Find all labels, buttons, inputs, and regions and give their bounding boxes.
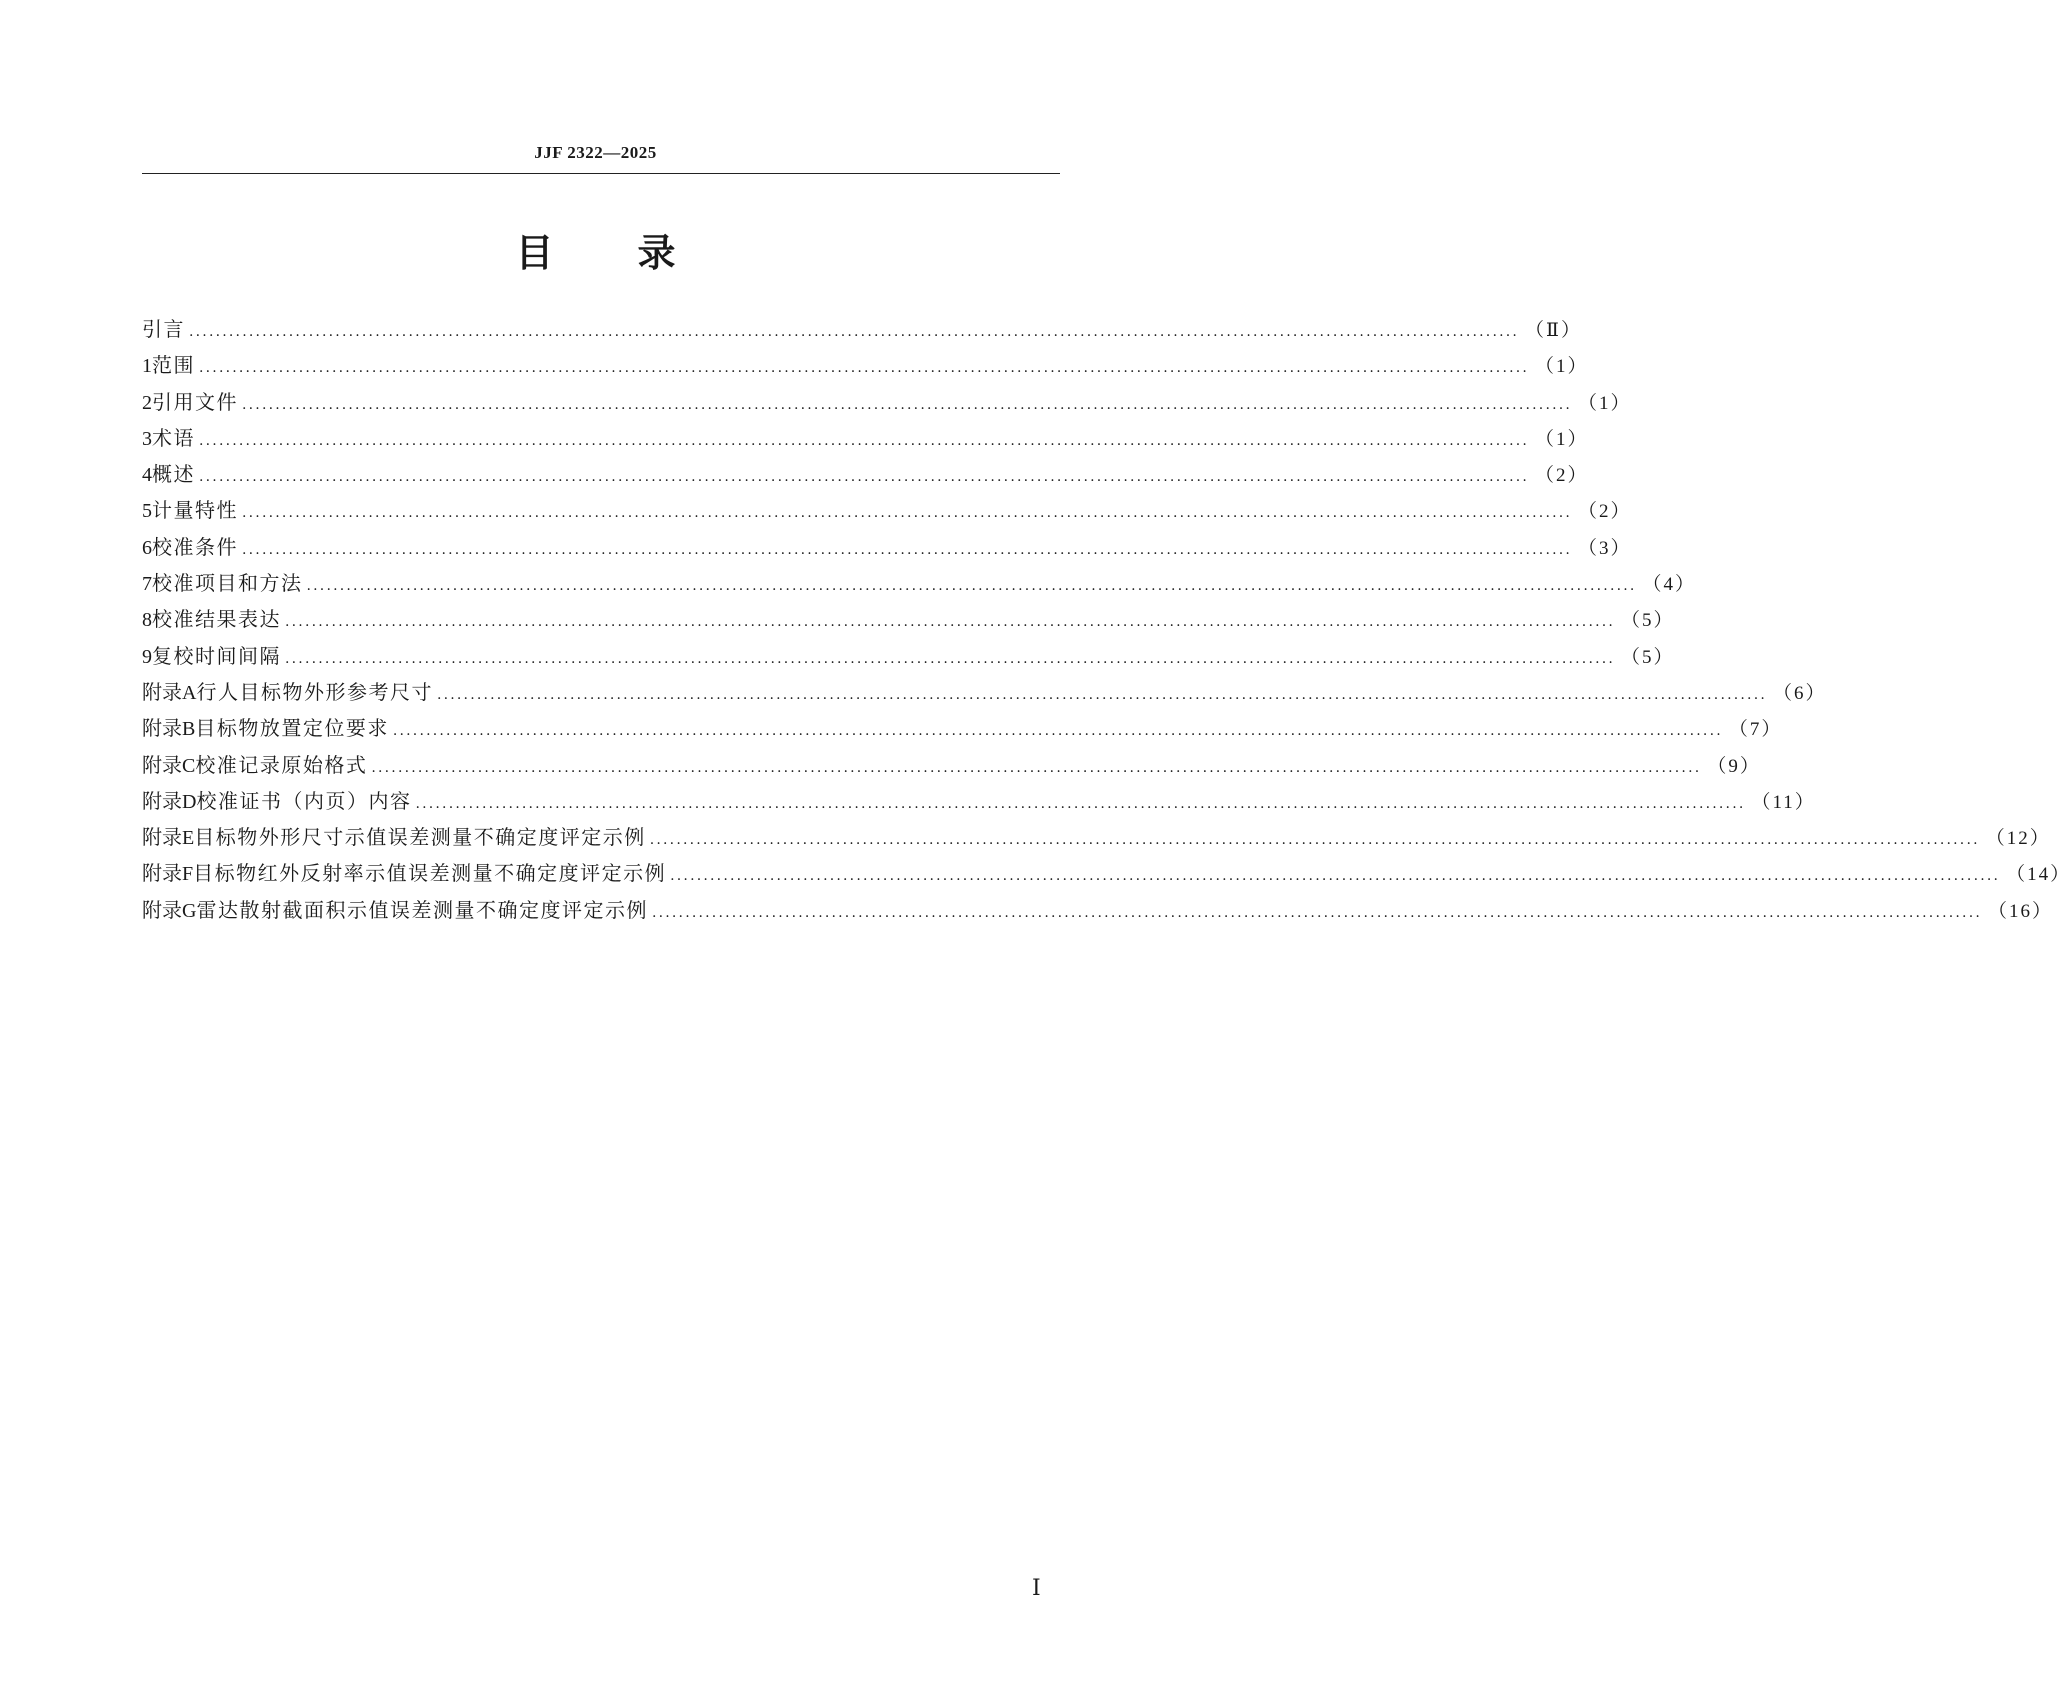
toc-entry-page: （2） [1535, 465, 1589, 487]
toc-entry-label: 行人目标物外形参考尺寸 [196, 679, 433, 704]
toc-entry-page: （1） [1578, 392, 1632, 414]
toc-entry[interactable] [142, 531, 1632, 567]
toc-leader: ........................................................................................................................................................................................................ [285, 650, 1616, 667]
toc-entry-page: （5） [1621, 610, 1675, 632]
toc-entry[interactable] [142, 857, 2071, 893]
toc-entry[interactable] [142, 640, 1675, 676]
toc-entry-number: 附录G [142, 899, 197, 922]
toc-entry-number: 7 [142, 573, 152, 596]
toc-entry[interactable] [142, 894, 2054, 930]
toc-entry-number: 附录C [142, 754, 196, 777]
toc-leader: ........................................................................................................................................................................................................ [199, 469, 1530, 486]
toc-leader: ........................................................................................................................................................................................................ [651, 904, 1982, 921]
toc-entry-number: 5 [142, 500, 152, 523]
toc-entry-number: 附录E [142, 827, 195, 850]
toc-leader: ........................................................................................................................................................................................................ [285, 614, 1616, 631]
toc-entry[interactable] [142, 821, 2051, 857]
toc-entry-label: 术语 [152, 425, 195, 450]
toc-entry[interactable] [142, 749, 1761, 785]
toc-entry-page: （11） [1751, 791, 1816, 813]
toc-entry[interactable] [142, 386, 1632, 422]
toc-entry-page: （7） [1728, 719, 1783, 741]
toc-entry-number: 附录F [142, 863, 194, 886]
toc-entry-page: （9） [1707, 755, 1761, 777]
table-of-contents [142, 313, 2071, 930]
toc-entry-page: （4） [1642, 574, 1697, 596]
toc-entry[interactable] [142, 313, 1582, 349]
toc-entry-label: 雷达散射截面积示值误差测量不确定度评定示例 [196, 897, 648, 922]
toc-entry-number: 附录D [142, 790, 197, 813]
toc-entry-page: （Ⅱ） [1525, 320, 1582, 341]
toc-entry-label: 引用文件 [152, 389, 238, 414]
title-char-2: 录 [637, 231, 676, 275]
toc-entry-label: 计量特性 [152, 498, 238, 523]
toc-entry[interactable] [142, 458, 1589, 494]
toc-entry[interactable] [142, 785, 1816, 821]
toc-entry-number: 8 [142, 609, 152, 632]
toc-leader: ........................................................................................................................................................................................................ [649, 832, 1980, 849]
toc-entry[interactable] [142, 349, 1589, 385]
toc-entry[interactable] [142, 603, 1675, 639]
toc-entry-number: 9 [142, 645, 152, 668]
toc-leader: ........................................................................................................................................................................................................ [306, 578, 1637, 595]
toc-leader: ........................................................................................................................................................................................................ [415, 795, 1746, 812]
page-folio: Ⅰ [1032, 1575, 1041, 1600]
toc-entry-page: （12） [1985, 828, 2051, 850]
toc-leader: ........................................................................................................................................................................................................ [371, 759, 1702, 776]
toc-entry-number: 4 [142, 464, 152, 487]
toc-entry-page: （16） [1988, 900, 2054, 922]
toc-entry[interactable] [142, 676, 1827, 712]
toc-entry-label: 校准证书（内页）内容 [196, 788, 412, 813]
toc-entry-label: 校准项目和方法 [152, 571, 303, 596]
toc-leader: ........................................................................................................................................................................................................ [670, 868, 2001, 885]
toc-entry[interactable] [142, 494, 1632, 530]
toc-leader: ........................................................................................................................................................................................................ [199, 432, 1530, 449]
toc-entry-page: （1） [1535, 356, 1589, 378]
toc-entry-label: 范围 [152, 353, 195, 378]
toc-leader: ........................................................................................................................................................................................................ [242, 396, 1573, 413]
toc-entry-number: 3 [142, 427, 152, 450]
toc-entry-label: 目标物红外反射率示值误差测量不确定度评定示例 [193, 861, 667, 886]
toc-entry-label: 校准条件 [152, 534, 238, 559]
toc-entry-label: 概述 [152, 462, 195, 487]
toc-entry-page: （14） [2006, 864, 2071, 886]
header-rule [142, 173, 1060, 174]
toc-entry[interactable] [142, 712, 1783, 748]
toc-entry-label: 目标物放置定位要求 [195, 716, 389, 741]
toc-entry-page: （6） [1773, 682, 1827, 704]
toc-entry-page: （1） [1535, 428, 1589, 450]
page-title [0, 228, 1191, 278]
toc-entry-number: 附录B [142, 718, 196, 741]
toc-entry[interactable] [142, 567, 1697, 603]
toc-leader: ........................................................................................................................................................................................................ [189, 324, 1520, 340]
toc-leader: ........................................................................................................................................................................................................ [242, 505, 1573, 522]
toc-entry-number: 2 [142, 391, 152, 414]
toc-entry-label: 校准记录原始格式 [195, 752, 368, 777]
document-code: JJF 2322—2025 [534, 143, 657, 162]
toc-entry-page: （5） [1621, 646, 1675, 668]
toc-entry-label: 复校时间间隔 [152, 643, 281, 668]
toc-entry-label: 引言 [142, 317, 185, 341]
toc-entry-label: 目标物外形尺寸示值误差测量不确定度评定示例 [194, 825, 646, 850]
toc-entry[interactable] [142, 422, 1589, 458]
toc-leader: ........................................................................................................................................................................................................ [199, 360, 1530, 377]
toc-leader: ........................................................................................................................................................................................................ [392, 723, 1723, 740]
toc-leader: ........................................................................................................................................................................................................ [242, 541, 1573, 558]
toc-leader: ........................................................................................................................................................................................................ [436, 686, 1767, 703]
toc-entry-label: 校准结果表达 [152, 607, 281, 632]
toc-entry-number: 1 [142, 355, 152, 378]
toc-entry-number: 6 [142, 536, 152, 559]
toc-entry-page: （2） [1578, 501, 1632, 523]
title-char-1: 目 [515, 231, 554, 275]
toc-entry-page: （3） [1578, 537, 1632, 559]
toc-entry-number: 附录A [142, 681, 197, 704]
